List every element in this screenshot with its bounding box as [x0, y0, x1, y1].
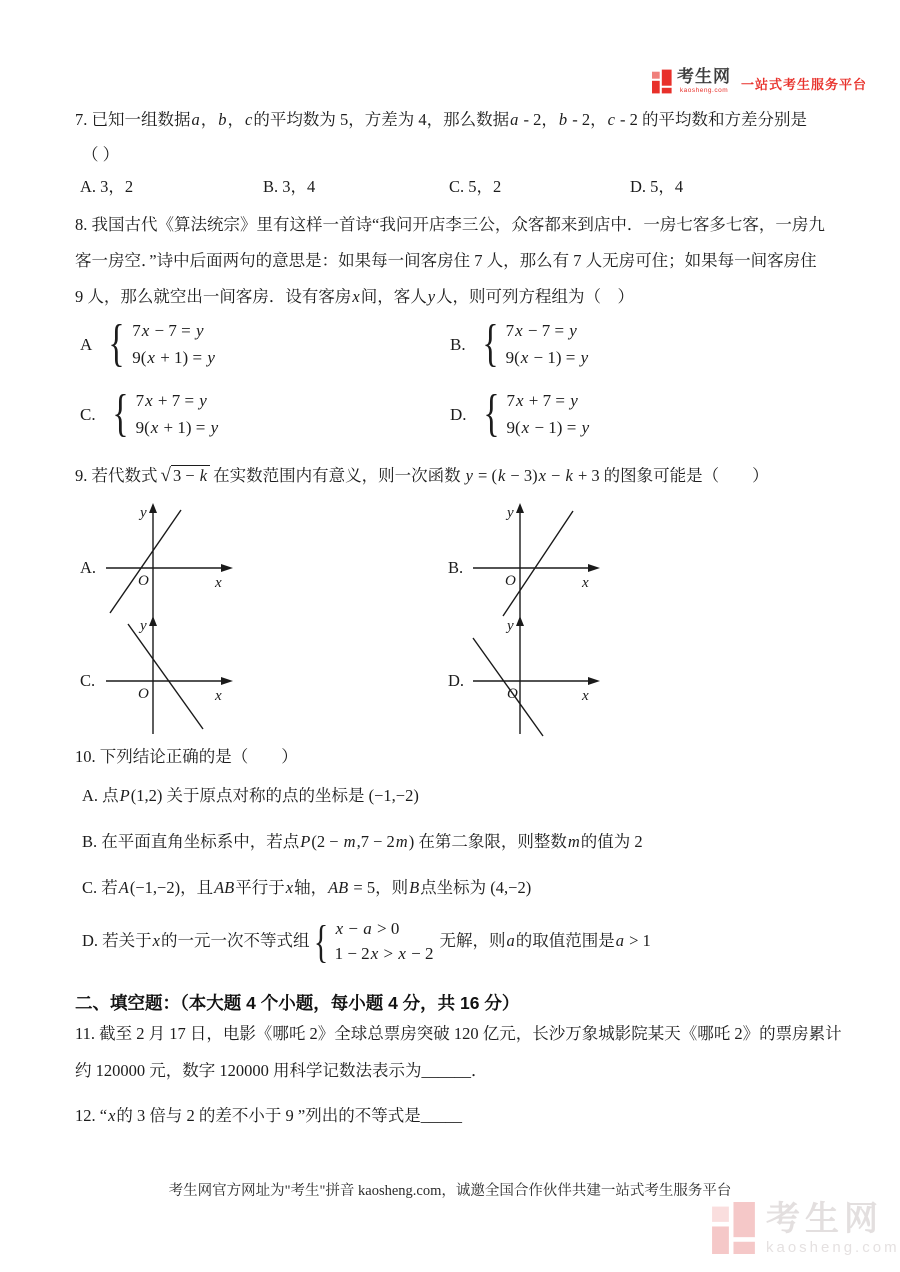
q8-option-d-system: [479, 385, 591, 443]
left-brace: {: [111, 385, 129, 443]
q9-graph-c-label: C.: [80, 671, 96, 690]
q7-stem: 7. 已知一组数据a，b，c的平均数为 5，方差为 4，那么数据a - 2，b - 2，c - 2 的平均数和方差分别是: [75, 110, 808, 129]
y-axis-label: y: [140, 618, 147, 634]
x-axis-label: x: [582, 575, 589, 591]
header-logo: [652, 68, 867, 94]
x-axis-label: x: [215, 575, 222, 591]
kaosheng-logo-icon: [652, 69, 673, 94]
q11-line2: 约 120000 元，数字 120000 用科学记数法表示为______．: [75, 1061, 488, 1080]
sqrt-expression: [161, 464, 211, 488]
watermark-logo-icon: [712, 1202, 758, 1254]
q8-option-c-system: [108, 385, 220, 443]
q10-option-d-system: [310, 915, 434, 967]
q7-option-b: B. 3，4: [263, 177, 316, 196]
watermark: [712, 1202, 900, 1256]
left-brace: {: [481, 315, 499, 373]
q8-d-eq2: 9(x − 1) = y: [506, 418, 590, 438]
y-axis-label: y: [140, 505, 147, 521]
q8-d-eq1: 7x + 7 = y: [506, 391, 578, 410]
x-axis-label: x: [215, 688, 222, 704]
q9-mid: 在实数范围内有意义，则一次函数: [213, 466, 461, 485]
q8-option-a-label: A: [80, 334, 93, 354]
q8-c-eq2: 9(x + 1) = y: [135, 418, 219, 438]
q7-option-a: A. 3，2: [80, 177, 134, 196]
q8-option-a-system: [104, 315, 216, 373]
q10-option-b: B. 在平面直角坐标系中，若点P(2 − m,7 − 2m) 在第二象限，则整数m的值为 2: [82, 832, 643, 851]
axes: [473, 624, 589, 734]
q8-option-b-label: B.: [450, 334, 466, 354]
y-axis-label: y: [507, 618, 514, 634]
function-line: [128, 624, 203, 729]
q9-graph-a-label: A.: [80, 558, 97, 577]
q9-pre: 9. 若代数式: [75, 466, 158, 485]
q8-option-c-label: C.: [80, 404, 96, 424]
section2-title: 二、填空题：（本大题 4 个小题，每小题 4 分，共 16 分）: [75, 993, 520, 1013]
origin-label: O: [138, 686, 149, 702]
q7-option-c: C. 5，2: [449, 177, 502, 196]
q8-line2: 客一房空．”诗中后面两句的意思是：如果每一间客房住 7 人，那么有 7 人无房可住；如果每一间客房住: [75, 251, 817, 270]
left-brace: {: [482, 385, 500, 443]
q8-line1: 8. 我国古代《算法统宗》里有这样一首诗“我问开店李三公，众客都来到店中．一房七客多七客，一房九: [75, 215, 825, 234]
q8-option-d-label: D.: [450, 404, 467, 424]
q12-text: 12. “x的 3 倍与 2 的差不小于 9 ”列出的不等式是_____: [75, 1106, 462, 1125]
q8-c-eq1: 7x + 7 = y: [135, 391, 207, 410]
q9-graph-b-label: B.: [448, 558, 464, 577]
axes: [106, 511, 222, 621]
y-axis-label: y: [507, 505, 514, 521]
brand-name: 考生网: [677, 67, 731, 86]
q8-a-eq2: 9(x + 1) = y: [132, 348, 215, 368]
q9-post: 的图象可能是（ ）: [603, 466, 769, 485]
q9-graph-c: [98, 616, 238, 738]
brand-text-block: [677, 68, 731, 94]
q10-d-ineq2: 1 − 2x > x − 2: [334, 944, 434, 964]
q10-option-a: A. 点P(1,2) 关于原点对称的点的坐标是 (−1,−2): [82, 786, 419, 805]
left-brace: {: [108, 315, 125, 373]
origin-label: O: [505, 573, 516, 589]
brand-domain: kaosheng.com: [679, 87, 729, 94]
q9-graph-d-label: D.: [448, 671, 465, 690]
radicand: 3 − k: [171, 465, 210, 487]
q8-b-eq2: 9(x − 1) = y: [505, 348, 589, 368]
function-line: [110, 510, 181, 613]
q10-d-ineq1: x − a > 0: [335, 919, 400, 938]
radical-sign: √: [160, 465, 171, 486]
q10-stem: 10. 下列结论正确的是（ ）: [75, 747, 298, 766]
origin-label: O: [507, 686, 518, 702]
watermark-text-block: [766, 1202, 900, 1256]
q11-line1: 11. 截至 2 月 17 日，电影《哪吒 2》全球总票房突破 120 亿元，长沙万象城影院某天《哪吒 2》的票房累计: [75, 1024, 842, 1043]
q8-option-b: [450, 315, 589, 373]
q9-graph-d: [465, 616, 605, 738]
q10-option-d-pre: D. 若关于x的一元一次不等式组: [82, 931, 310, 951]
q8-a-eq1: 7x − 7 = y: [132, 321, 204, 340]
q8-b-eq1: 7x − 7 = y: [505, 321, 577, 340]
axes: [106, 624, 222, 734]
q10-option-d: [82, 915, 651, 967]
q10-option-d-post: 无解，则a的取值范围是a > 1: [439, 931, 651, 951]
q8-option-b-system: [478, 315, 590, 373]
q8-option-c: [80, 385, 219, 443]
q7-paren: （ ）: [82, 145, 120, 164]
watermark-domain: kaosheng.com: [766, 1239, 900, 1256]
function-line: [503, 511, 573, 616]
left-brace: {: [313, 915, 328, 967]
q9-graph-a: [98, 503, 238, 625]
x-axis-label: x: [582, 688, 589, 704]
watermark-brand: 考生网: [766, 1200, 883, 1238]
q9-stem: [75, 464, 769, 488]
brand-tagline: 一站式考生服务平台: [741, 77, 868, 92]
origin-label: O: [138, 573, 149, 589]
q8-option-d: [450, 385, 590, 443]
footer-text: 考生网官方网址为"考生"拼音 kaosheng.com，诚邀全国合作伙伴共建一站式考生服务平台: [168, 1183, 732, 1199]
q9-graph-b: [465, 503, 605, 625]
q10-option-c: C. 若A(−1,−2)，且AB平行于x轴，AB = 5，则B点坐标为 (4,−2): [82, 878, 532, 897]
q8-option-a: [80, 315, 216, 373]
q9-expr: y = (k − 3)x − k + 3: [465, 466, 600, 485]
axes: [473, 511, 589, 621]
q8-line3: 9 人，那么就空出一间客房．设有客房x间，客人y人，则可列方程组为（ ）: [75, 287, 635, 306]
q7-option-d: D. 5，4: [630, 177, 684, 196]
